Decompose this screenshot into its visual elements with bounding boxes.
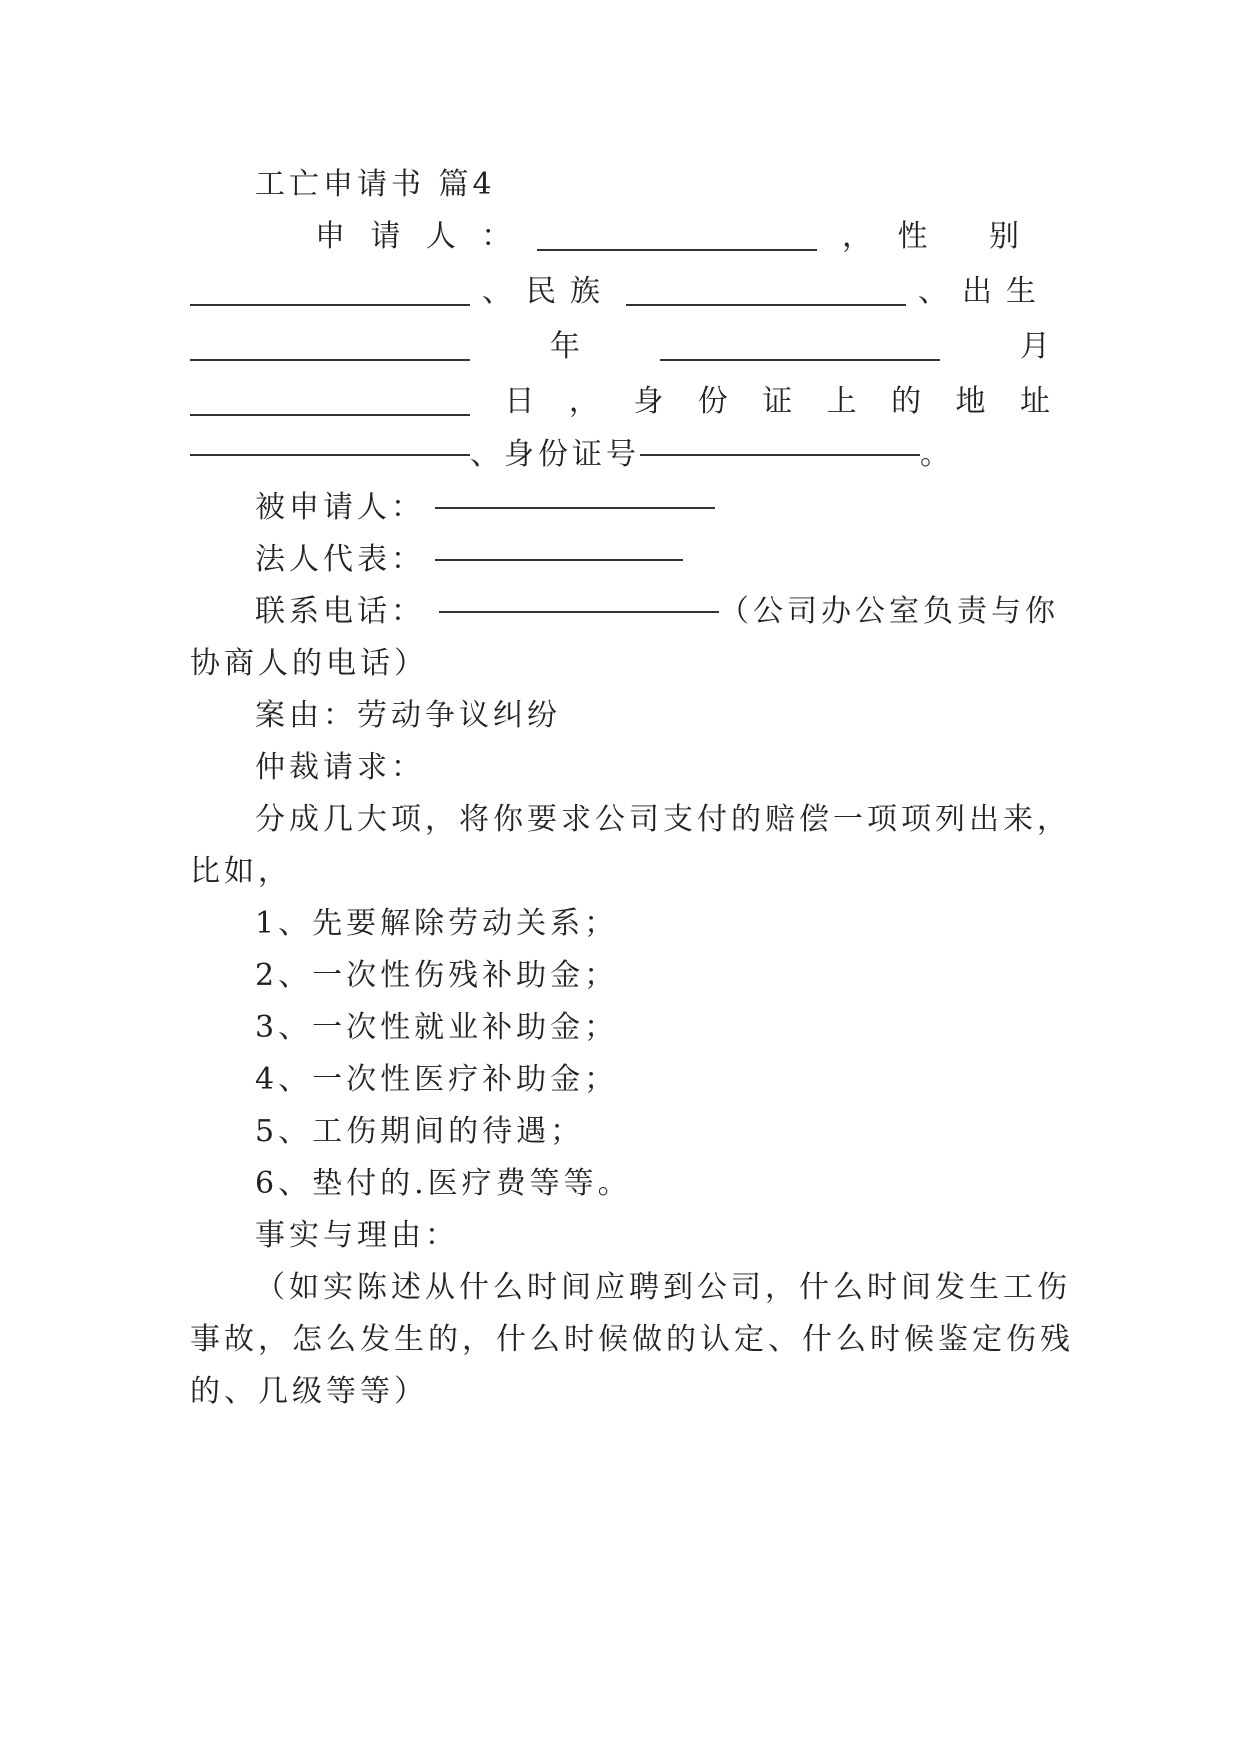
address-char: 身 [633,384,664,419]
claim-item: 2、一次性伤残补助金； [255,958,619,993]
end-mark: 。 [920,437,954,472]
claim-item: 5、工伤期间的待遇； [255,1114,585,1149]
claims-intro: 分成几大项，将你要求公司支付的赔偿一项项列出来， [255,802,1071,837]
document-title: 工亡申请书 篇4 [255,167,496,202]
applicant-line-3 [190,325,1050,369]
phone-line [255,590,1059,634]
respondent-label: 被申请人： [255,490,425,525]
address-char: 日 [504,384,535,419]
claim-item: 3、一次性就业补助金； [255,1010,619,1045]
address-char: 地 [955,384,986,419]
claim-item: 1、先要解除劳动关系； [255,906,619,941]
respondent-line [255,486,1050,530]
legal-rep-line [255,538,1050,582]
address-char: 的 [891,384,922,419]
applicant-line-4 [190,380,1050,424]
phone-note-continued: 协商人的电话） [190,646,428,681]
gender-blank[interactable] [190,304,470,306]
id-number-blank[interactable] [640,454,920,456]
facts-heading: 事实与理由： [255,1218,459,1253]
applicant-label-char: ： [481,219,512,254]
gender-label: 性 别 [897,219,1045,254]
applicant-label-char: 申 [315,219,345,254]
claim-item: 4、一次性医疗补助金； [255,1062,619,1097]
phone-note: （公司办公室负责与你 [719,594,1059,629]
ethnic-label: 、民族 [482,274,614,309]
facts-text: （如实陈述从什么时间应聘到公司，什么时间发生工伤 [255,1270,1071,1305]
legal-rep-blank[interactable] [435,559,683,561]
address-char: 址 [1019,384,1050,419]
applicant-name-blank[interactable] [537,249,817,251]
applicant-line-5 [190,433,1050,477]
ethnic-blank[interactable] [626,304,906,306]
phone-blank[interactable] [439,611,719,613]
birth-day-blank[interactable] [190,414,470,416]
birth-month-blank[interactable] [660,359,940,361]
id-label: 、身份证号 [470,437,640,472]
phone-label: 联系电话： [255,594,425,629]
applicant-line-2 [190,270,1050,314]
claims-intro-continued: 比如， [190,854,292,889]
claims-heading: 仲裁请求： [255,750,425,785]
legal-rep-label: 法人代表： [255,542,425,577]
address-char: ， [568,384,599,419]
address-char: 份 [697,384,728,419]
month-label: 月 [1020,329,1050,364]
applicant-label-char: 人 [425,219,456,254]
address-char: 证 [762,384,793,419]
address-blank[interactable] [190,454,470,456]
respondent-blank[interactable] [435,507,715,509]
applicant-line-1 [315,215,1045,259]
applicant-label-char: 请 [370,219,401,254]
year-label: 年 [550,329,580,364]
address-char: 上 [826,384,857,419]
birth-year-blank[interactable] [190,359,470,361]
facts-text-continued: 的、几级等等） [190,1374,428,1409]
birth-label: 、出生 [918,274,1050,309]
facts-text-continued: 事故，怎么发生的，什么时候做的认定、什么时候鉴定伤残 [190,1322,1074,1357]
cause-line: 案由：劳动争议纠纷 [255,698,561,733]
comma: ， [842,219,873,254]
claim-item: 6、垫付的.医疗费等等。 [255,1166,632,1201]
